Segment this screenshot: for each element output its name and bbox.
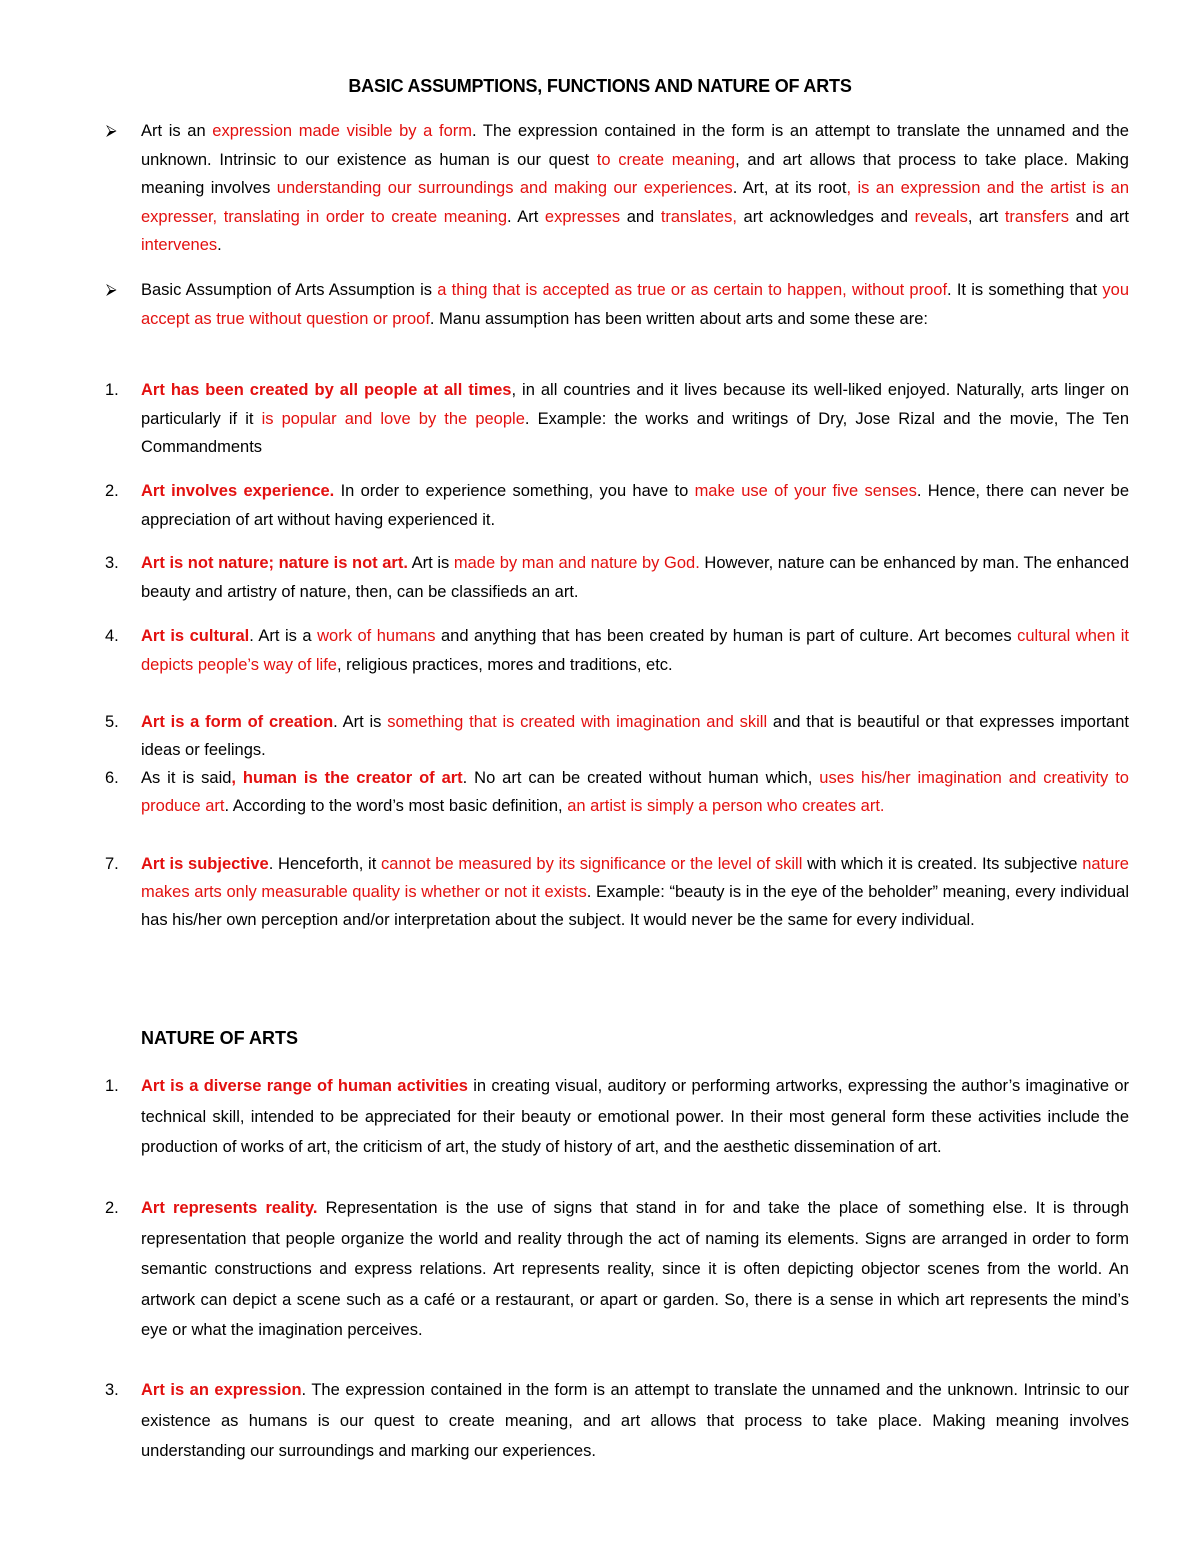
- list-item: 1. Art is a diverse range of human activities in creating visual, auditory or performing artworks, expressing the author’s imaginative or technical skill, intended to be appreciated for their beauty or emotional power. In their most general form these activities include the production of works of art, the criticism of art, the study of history of art, and the aesthetic dissemination of art.: [141, 1071, 1129, 1163]
- list-item: 7. Art is subjective. Henceforth, it cannot be measured by its significance or the level of skill with which it is created. Its subjective nature makes arts only measurable quality is whether or not it exists. Example: “beauty is in the eye of the beholder” meaning, every individual has his/her own perception and/or interpretation about the subject. It would never be the same for every individual.: [141, 850, 1129, 934]
- bullet-paragraph: ⮚ Basic Assumption of Arts Assumption is a thing that is accepted as true or as certain to happen, without proof. It is something that you accept as true without question or proof. Manu assumption has been written about arts and some these are:: [141, 276, 1129, 333]
- bullet-paragraph: ⮚ Art is an expression made visible by a form. The expression contained in the form is an attempt to translate the unnamed and the unknown. Intrinsic to our existence as human is our quest to create meaning, and art allows that process to take place. Making meaning involves understanding our surroundings and making our experiences. Art, at its root, is an expression and the artist is an expresser, translating in order to create meaning. Art expresses and translates, art acknowledges and reveals, art transfers and art intervenes.: [141, 117, 1129, 260]
- list-number: 7.: [105, 855, 119, 873]
- list-number: 1.: [105, 1077, 119, 1095]
- list-item: 2. Art involves experience. In order to experience something, you have to make use of your five senses. Hence, there can never be appreciation of art without having experienced it.: [141, 477, 1129, 534]
- list-item: 6. As it is said, human is the creator of art. No art can be created without human which, uses his/her imagination and creativity to produce art. According to the word’s most basic definition, an artist is simply a person who creates art.: [141, 764, 1129, 820]
- list-number: 6.: [105, 769, 119, 787]
- list-number: 3.: [105, 554, 119, 572]
- list-number: 2.: [105, 482, 119, 500]
- list-item: 3. Art is not nature; nature is not art. Art is made by man and nature by God. However, nature can be enhanced by man. The enhanced beauty and artistry of nature, then, can be classifieds an art.: [141, 549, 1129, 606]
- arrowhead-bullet-icon: ⮚: [106, 281, 117, 298]
- list-item: 3. Art is an expression. The expression contained in the form is an attempt to translate the unnamed and the unknown. Intrinsic to our existence as humans is our quest to create meaning, and art allows that process to take place. Making meaning involves understanding our surroundings and marking our experiences.: [141, 1375, 1129, 1467]
- list-item: 2. Art represents reality. Representation is the use of signs that stand in for and take the place of something else. It is through representation that people organize the world and reality through the act of naming its elements. Signs are arranged in order to form semantic constructions and express relations. Art represents reality, since it is often depicting objector scenes from the world. An artwork can depict a scene such as a café or a restaurant, or apart or garden. So, there is a sense in which art represents the mind’s eye or what the imagination perceives.: [141, 1193, 1129, 1346]
- section-heading: NATURE OF ARTS: [141, 1028, 298, 1048]
- list-item: 4. Art is cultural. Art is a work of humans and anything that has been created by human is part of culture. Art becomes cultural when it depicts people’s way of life, religious practices, mores and traditions, etc.: [141, 622, 1129, 679]
- list-item: 5. Art is a form of creation. Art is something that is created with imagination and skill and that is beautiful or that expresses important ideas or feelings.: [141, 708, 1129, 764]
- list-number: 2.: [105, 1199, 119, 1217]
- arrowhead-bullet-icon: ⮚: [106, 122, 117, 139]
- list-number: 3.: [105, 1381, 119, 1399]
- page-title: BASIC ASSUMPTIONS, FUNCTIONS AND NATURE OF ARTS: [348, 76, 852, 96]
- list-number: 5.: [105, 713, 119, 731]
- list-item: 1. Art has been created by all people at all times, in all countries and it lives because its well-liked enjoyed. Naturally, arts linger on particularly if it is popular and love by the people. Example: the works and writings of Dry, Jose Rizal and the movie, The Ten Commandments: [141, 376, 1129, 462]
- list-number: 4.: [105, 627, 119, 645]
- list-number: 1.: [105, 381, 119, 399]
